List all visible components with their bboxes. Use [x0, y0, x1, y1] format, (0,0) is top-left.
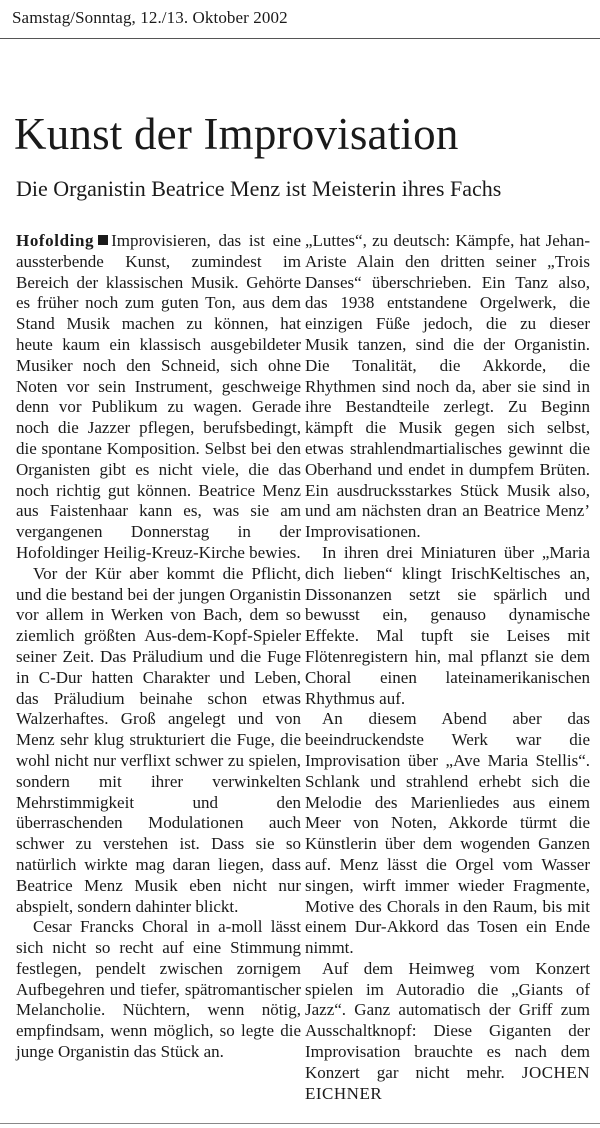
- square-bullet-icon: [98, 235, 108, 245]
- author-byline: JOCHEN EICHNER: [305, 1062, 590, 1103]
- article-paragraph: „Luttes“, zu deutsch: Kämpfe, hat Jehan-Ariste Alain den dritten seiner „Trois Danses“ überschrieben. Ein Tanz also, das 1938 entstandene Orgelwerk, die einzigen Füße jedoch, die zu dieser Musik tanzen, sind die der Organistin. Die Tonalität, die Akkorde, die Rhythmen sind noch da, aber sie sind in ihre Bestandteile zerlegt. Zu Beginn kämpft die Musik gegen sich selbst, etwas strahlendmartialisches gewinnt die Oberhand und endet in dumpfem Brüten. Ein ausdrucksstarkes Stück Musik also, und am nächsten dran an Beatrice Menz’ Improvisationen.: [305, 231, 590, 542]
- bottom-rule: [0, 1123, 600, 1124]
- article-column-left: [16, 231, 301, 1063]
- article-paragraph: An diesem Abend aber das beeindruckendste Werk war die Improvisation über „Ave Maria Stellis“. Schlank und strahlend erhebt sich die Melodie des Marienliedes aus einem Meer von Noten, Akkorde türmt die Künstlerin über dem wogenden Ganzen auf. Menz lässt die Orgel vom Wasser singen, wirft immer wieder Fragmente, Motive des Chorals in den Raum, bis mit einem Dur-Akkord das Tosen ein Ende nimmt.: [305, 709, 590, 958]
- top-rule: [0, 38, 600, 39]
- article-column-right: [305, 231, 590, 1104]
- paragraph-text: Improvisieren, das ist eine aussterbende Kunst, zumindest im Bereich der klassischen Musik. Gehörte es früher noch zum guten Ton, aus dem Stand Musik machen zu können, hat heute kaum ein klassisch ausgebildeter Musiker noch den Schneid, sich ohne Noten vor sein Instrument, geschweige denn vor Publikum zu wagen. Gerade noch die Jazzer pflegen, berufsbedingt, die spontane Komposition. Selbst bei den Organisten gibt es nicht viele, die das noch richtig gut können. Beatrice Menz aus Faistenhaar kann es, was sie am vergangenen Donnerstag in der Hofoldinger Heilig-Kreuz-Kirche bewies.: [16, 231, 301, 562]
- subheadline: Die Organistin Beatrice Menz ist Meisterin ihres Fachs: [16, 176, 502, 201]
- article-paragraph: In ihren drei Miniaturen über „Maria dich lieben“ klingt IrischKeltisches an, Dissonanzen setzt sie spärlich und bewusst ein, genauso dynamische Effekte. Mal tupft sie Leises mit Flötenregistern hin, mal pflanzt sie dem Choral einen lateinamerikanischen Rhythmus auf.: [305, 542, 590, 708]
- article-paragraph: Cesar Francks Choral in a-moll lässt sich nicht so recht auf eine Stimmung festlegen, pendelt zwischen zornigem Aufbegehren und tiefer, spätromantischer Melancholie. Nüchtern, wenn nötig, empfindsam, wenn möglich, so legte die junge Organistin das Stück an.: [16, 917, 301, 1062]
- article-paragraph: [305, 959, 590, 1105]
- location-label: Hofolding: [16, 231, 95, 250]
- headline: Kunst der Improvisation: [14, 109, 459, 159]
- article-paragraph: Vor der Kür aber kommt die Pflicht, und die bestand bei der jungen Organistin vor allem in Werken von Bach, dem so ziemlich größten Aus-dem-Kopf-Spieler seiner Zeit. Das Präludium und die Fuge in C-Dur hatten Charakter und Leben, das Präludium beinahe schon etwas Walzerhaftes. Groß angelegt und von Menz sehr klug strukturiert die Fuge, die wohl nicht nur verflixt schwer zu spielen, sondern mit ihrer verwinkelten Mehrstimmigkeit und den überraschenden Modulationen auch schwer zu verstehen ist. Dass sie so natürlich wirkte mag daran liegen, dass Beatrice Menz Musik eben nicht nur abspielt, sondern dahinter blickt.: [16, 563, 301, 916]
- dateline: Samstag/Sonntag, 12./13. Oktober 2002: [12, 8, 288, 27]
- article-paragraph: [16, 231, 301, 564]
- paragraph-text: Auf dem Heimweg vom Konzert spielen im Autoradio die „Giants of Jazz“. Ganz automatisch der Griff zum Ausschaltknopf: Diese Giganten der Improvisation brauchte es nach dem Konzert gar nicht mehr.: [305, 958, 590, 1082]
